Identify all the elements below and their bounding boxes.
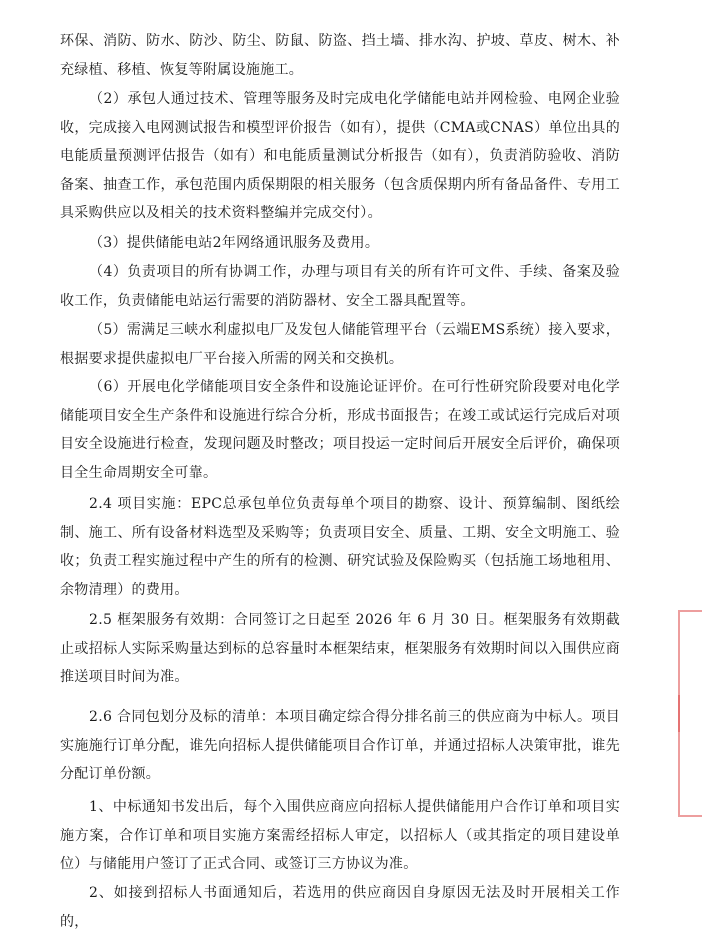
paragraph-continuation: 环保、消防、防水、防沙、防尘、防鼠、防盗、挡土墙、排水沟、护坡、草皮、树木、补充绿植、移植、恢复等附属设施施工。 <box>60 33 620 78</box>
paragraph-item-2: （2）承包人通过技术、管理等服务及时完成电化学储能电站并网检验、电网企业验收，完成接入电网测试报告和模型评价报告（如有），提供（CMA或CNAS）单位出具的电能质量预测评估报告（如有）和电能质量测试分析报告（如有），负责消防验收、消防备案、抽查工作，承包范围内质保期限的相关服务（包含质保期内所有备品备件、专用工具采购供应以及相关的技术资料整编并完成交付）。 <box>60 91 620 222</box>
paragraph-item-5: （5）需满足三峡水利虚拟电厂及发包人储能管理平台（云端EMS系统）接入要求，根据要求提供虚拟电厂平台接入所需的网关和交换机。 <box>60 322 620 367</box>
paragraph-item-3: （3）提供储能电站2年网络通讯服务及费用。 <box>89 235 380 251</box>
paragraph-item-6: （6）开展电化学储能项目安全条件和设施论证评价。在可行性研究阶段要对电化学储能项目安全生产条件和设施进行综合分析，形成书面报告；在竣工或试运行完成后对项目安全设施进行检查，发现问题及时整改；项目投运一定时间后开展安全后评价，确保项目全生命周期安全可靠。 <box>60 379 620 481</box>
paragraph-item-4: （4）负责项目的所有协调工作，办理与项目有关的所有许可文件、手续、备案及验收工作，负责储能电站运行需要的消防器材、安全工器具配置等。 <box>60 264 620 309</box>
paragraph-clause-1: 1、中标通知书发出后，每个入围供应商应向招标人提供储能用户合作订单和项目实施方案，合作订单和项目实施方案需经招标人审定，以招标人（或其指定的项目建设单位）与储能用户签订了正式合同、或签订三方协议为准。 <box>60 799 620 873</box>
paragraph-section-2-6: 2.6 合同包划分及标的清单：本项目确定综合得分排名前三的供应商为中标人。项目实施施行订单分配，谁先向招标人提供储能项目合作订单，并通过招标人决策审批，谁先分配订单份额。 <box>60 709 620 783</box>
red-stamp-mark-bottom <box>678 695 702 817</box>
paragraph-section-2-4: 2.4 项目实施：EPC总承包单位负责每单个项目的勘察、设计、预算编制、图纸绘制、施工、所有设备材料选型及采购等；负责项目安全、质量、工期、安全文明施工、验收；负责工程实施过程中产生的所有的检测、研究试验及保险购买（包括施工场地租用、余物清理）的费用。 <box>60 496 620 598</box>
paragraph-section-2-5: 2.5 框架服务有效期：合同签订之日起至 2026 年 6 月 30 日。框架服务有效期截止或招标人实际采购量达到标的总容量时本框架结束，框架服务有效期时间以入围供应商推送项目时间为准。 <box>60 612 620 686</box>
paragraph-clause-2: 2、如接到招标人书面通知后，若选用的供应商因自身原因无法及时开展相关工作的， <box>60 885 620 930</box>
